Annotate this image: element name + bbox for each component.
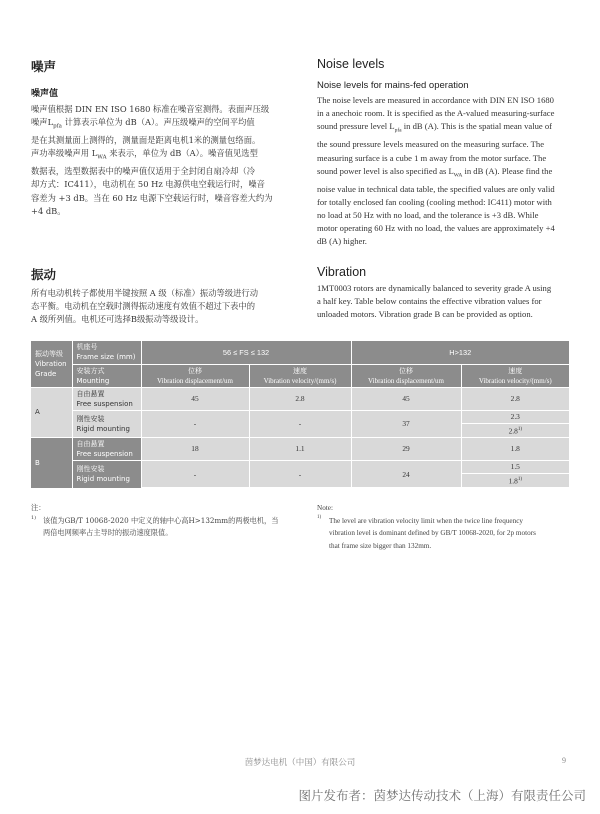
vibration-section-en — [317, 265, 579, 322]
header-displacement-2: 位移 Vibration displacement/um — [351, 364, 461, 387]
table-row — [31, 387, 569, 410]
table-subheader-row — [31, 364, 569, 387]
publisher-watermark: 图片发布者：茵梦达传动技术（上海）有限责任公司 — [298, 788, 586, 803]
note-en: Note: 1) The level are vibration velocity limit when the twice line frequency vibration level is dominant defined by GB/T 10068-2020, for 2p motors that frame size bigger than 132mm. — [317, 504, 536, 550]
footer-company: 茵梦达电机（中国）有限公司 — [244, 758, 356, 768]
header-mounting: 安装方式 Mounting — [72, 364, 141, 387]
header-range-large: H>132 — [351, 341, 569, 364]
cell-a-free-disp-1: 45 — [141, 387, 249, 410]
mount-free-a: 自由悬置 Free suspension — [72, 387, 141, 410]
header-velocity-1: 速度 Vibration velocity/(mm/s) — [249, 364, 351, 387]
cell-a-free-vel-1: 2.8 — [249, 387, 351, 410]
header-grade: 振动等级 Vibration Grade — [31, 341, 72, 387]
cell-b-free-vel-1: 1.1 — [249, 437, 351, 460]
cell-b-free-disp-2: 29 — [351, 437, 461, 460]
vibration-section-cn — [31, 265, 293, 327]
noise-subtitle-en: Noise levels for mains-fed operation — [317, 80, 469, 91]
page-number: 9 — [562, 756, 566, 765]
noise-section-cn — [31, 57, 293, 218]
cell-b-rigid-vel-1: - — [249, 460, 351, 487]
mount-rigid-a: 刚性安装 Rigid mounting — [72, 410, 141, 437]
vibration-table — [31, 341, 569, 488]
noise-body-cn: 噪声值根据 DIN EN ISO 1680 标准在噪音室测得。表面声压级 噪声$L_{pfa}$ 计算表示单位为 dB（A）。声压级噪声的空间平均值 是在其测量面上测得的，测量面是距离电机1米的测量包络面。 声功率级噪声用 $L_{WA}$ 来表示，单位为 dB（A）。噪音值见选型 数据表，选型数据表中的噪声值仅适用于全封闭自扇冷却（冷 却方式：IC411），电动机在 50 Hz 电源供电空载运行时，噪音 容差为 +3 dB。当在 60 Hz 电源下空载运行时，噪音容差大约为 +4 dB。 — [31, 104, 273, 216]
cell-b-rigid-disp-2: 24 — [351, 460, 461, 487]
cell-a-free-disp-2: 45 — [351, 387, 461, 410]
vibration-title-cn: 振动 — [31, 267, 57, 282]
mount-rigid-b: 刚性安装 Rigid mounting — [72, 460, 141, 487]
grade-a-label: A — [31, 387, 72, 437]
header-velocity-2: 速度 Vibration velocity/(mm/s) — [461, 364, 569, 387]
header-range-small: 56 ≤ FS ≤ 132 — [141, 341, 351, 364]
noise-title-cn: 噪声 — [31, 59, 57, 74]
cell-b-rigid-vel-2: 1.5 1.8$^{1)}$ — [461, 460, 569, 487]
noise-title-en: Noise levels — [317, 57, 385, 71]
cell-a-rigid-vel-1: - — [249, 410, 351, 437]
table-row — [31, 460, 569, 487]
cell-b-free-disp-1: 18 — [141, 437, 249, 460]
vibration-body-cn: 所有电动机转子都使用半键按照 A 级（标准）振动等级进行动 态平衡。电动机在空载时测得振动速度有效值不超过下表中的 A 级所列值。电机还可选择B级振动等级设计。 — [31, 288, 258, 325]
cell-a-free-vel-2: 2.8 — [461, 387, 569, 410]
cell-b-free-vel-2: 1.8 — [461, 437, 569, 460]
table-header-row — [31, 341, 569, 364]
vibration-body-en: 1MT0003 rotors are dynamically balanced to severity grade A using a half key. Table below contains the effective vibration values for unloaded motors. Vibration grade B can be provided as option. — [317, 283, 552, 320]
table-row — [31, 410, 569, 437]
cell-a-rigid-disp-2: 37 — [351, 410, 461, 437]
table-row — [31, 437, 569, 460]
grade-b-label: B — [31, 437, 72, 487]
header-frame-size: 机座号 Frame size (mm) — [72, 341, 141, 364]
vibration-title-en: Vibration — [317, 265, 367, 279]
cell-a-rigid-disp-1: - — [141, 410, 249, 437]
header-displacement-1: 位移 Vibration displacement/um — [141, 364, 249, 387]
noise-body-en: The noise levels are measured in accordance with DIN EN ISO 1680 in a anechoic room. It is specified as the A-valued measuring-surface sound pressure level $L_{pfa}$ in dB (A). This is the spatial mean value of the sound pressure levels measured on the measuring surface. The measuring surface is a cube 1 m away from the motor surface. The sound power level is also specified as $L_{WA}$ in dB (A). Please find the noise value in technical data table, the specified values are only valid for totally enclosed fan cooling (cooling method: IC411) motor with no load at 50 Hz with no load, and the tolerance is +3 dB. While motor operating 60 Hz with no load, the values are approximately +4 dB (A) higher. — [317, 95, 555, 247]
note-cn: 注： 1) 该值为GB/T 10068-2020 中定义的轴中心高H>132mm的两极电机，当 两倍电网频率占主导时的振动速度限值。 — [31, 503, 279, 537]
cell-a-rigid-vel-2: 2.3 2.8$^{1)}$ — [461, 410, 569, 437]
noise-section-en — [317, 57, 579, 249]
noise-subtitle-cn: 噪声值 — [31, 89, 59, 99]
mount-free-b: 自由悬置 Free suspension — [72, 437, 141, 460]
cell-b-rigid-disp-1: - — [141, 460, 249, 487]
